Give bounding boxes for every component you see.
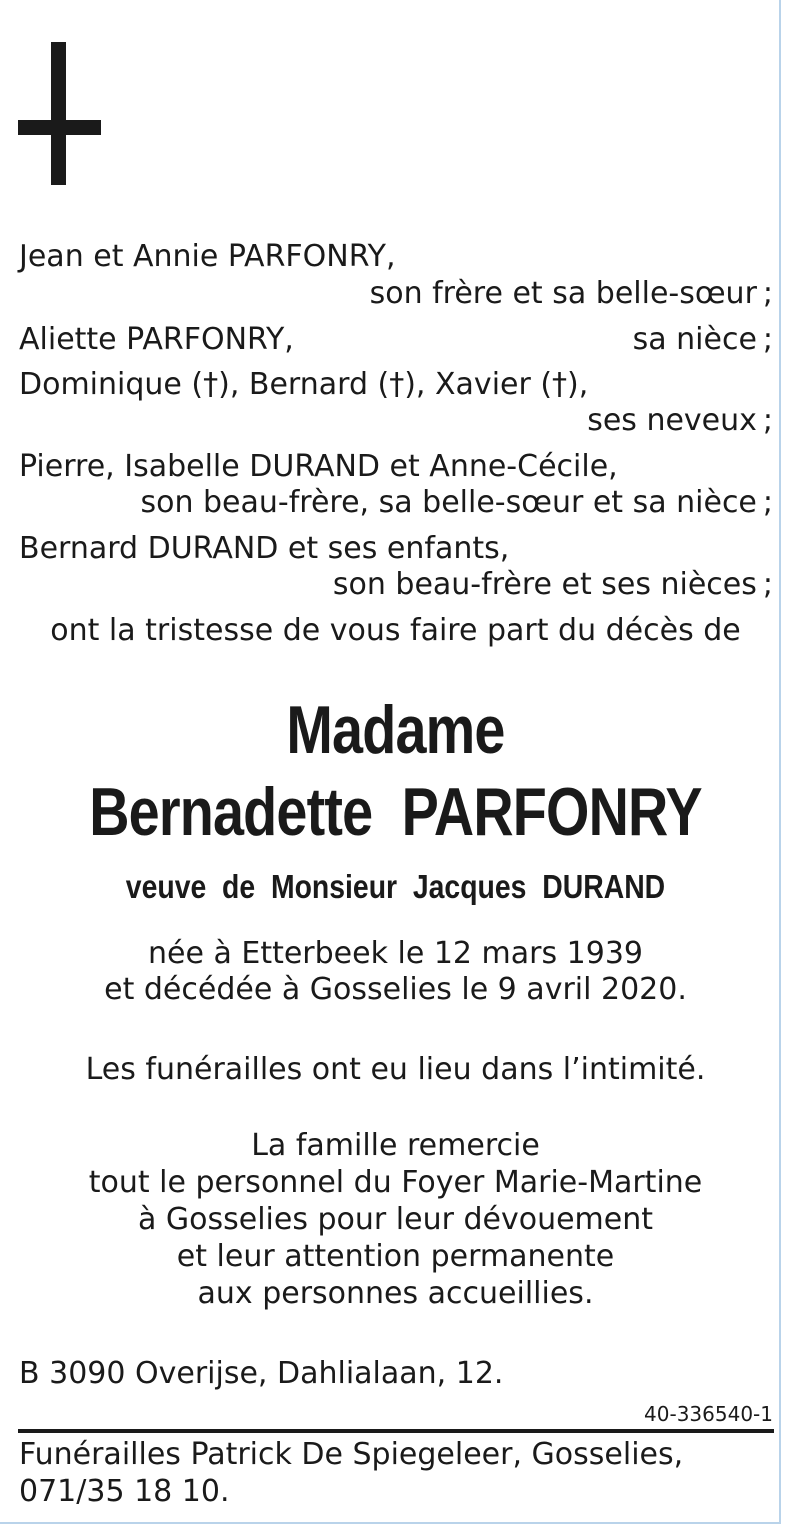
family-relation-2: sa nièce ;: [632, 322, 773, 357]
birth-line: née à Etterbeek le 12 mars 1939: [147, 936, 643, 971]
funeral-home-name: Funérailles Patrick De Spiegeleer, Gosselies,: [19, 1437, 684, 1472]
family-name-5: Bernard DURAND et ses enfants,: [19, 531, 510, 566]
thanks-line-1: La famille remercie: [251, 1128, 540, 1163]
thanks-line-5: aux personnes accueillies.: [197, 1276, 594, 1311]
address: B 3090 Overijse, Dahlialaan, 12.: [19, 1356, 504, 1391]
family-name-2: Aliette PARFONRY,: [19, 322, 294, 357]
announcement: ont la tristesse de vous faire part du décès de: [50, 613, 741, 648]
funeral-note: Les funérailles ont eu lieu dans l’intimité.: [85, 1052, 706, 1087]
thanks-line-4: et leur attention permanente: [176, 1239, 615, 1274]
cross-icon: [18, 42, 101, 185]
thanks-line-3: à Gosselies pour leur dévouement: [137, 1202, 654, 1237]
family-relation-1: son frère et sa belle-sœur ;: [369, 276, 773, 311]
family-relation-4: son beau-frère, sa belle-sœur et sa nièce ;: [140, 485, 773, 520]
reference-number: 40-336540-1: [644, 1402, 773, 1426]
family-relation-3: ses neveux ;: [587, 403, 773, 438]
family-name-1: Jean et Annie PARFONRY,: [19, 239, 396, 274]
deceased-name: Bernadette PARFONRY: [89, 774, 702, 850]
funeral-home-phone: 071/35 18 10.: [19, 1474, 230, 1509]
death-line: et décédée à Gosselies le 9 avril 2020.: [104, 972, 687, 1007]
thanks-line-2: tout le personnel du Foyer Marie-Martine: [88, 1165, 703, 1200]
deceased-title: Madame: [286, 692, 505, 768]
family-name-4: Pierre, Isabelle DURAND et Anne-Cécile,: [19, 449, 618, 484]
family-relation-5: son beau-frère et ses nièces ;: [332, 567, 773, 602]
divider: [18, 1429, 774, 1433]
family-name-3: Dominique (†), Bernard (†), Xavier (†),: [19, 367, 589, 402]
widow-of: veuve de Monsieur Jacques DURAND: [125, 868, 666, 905]
